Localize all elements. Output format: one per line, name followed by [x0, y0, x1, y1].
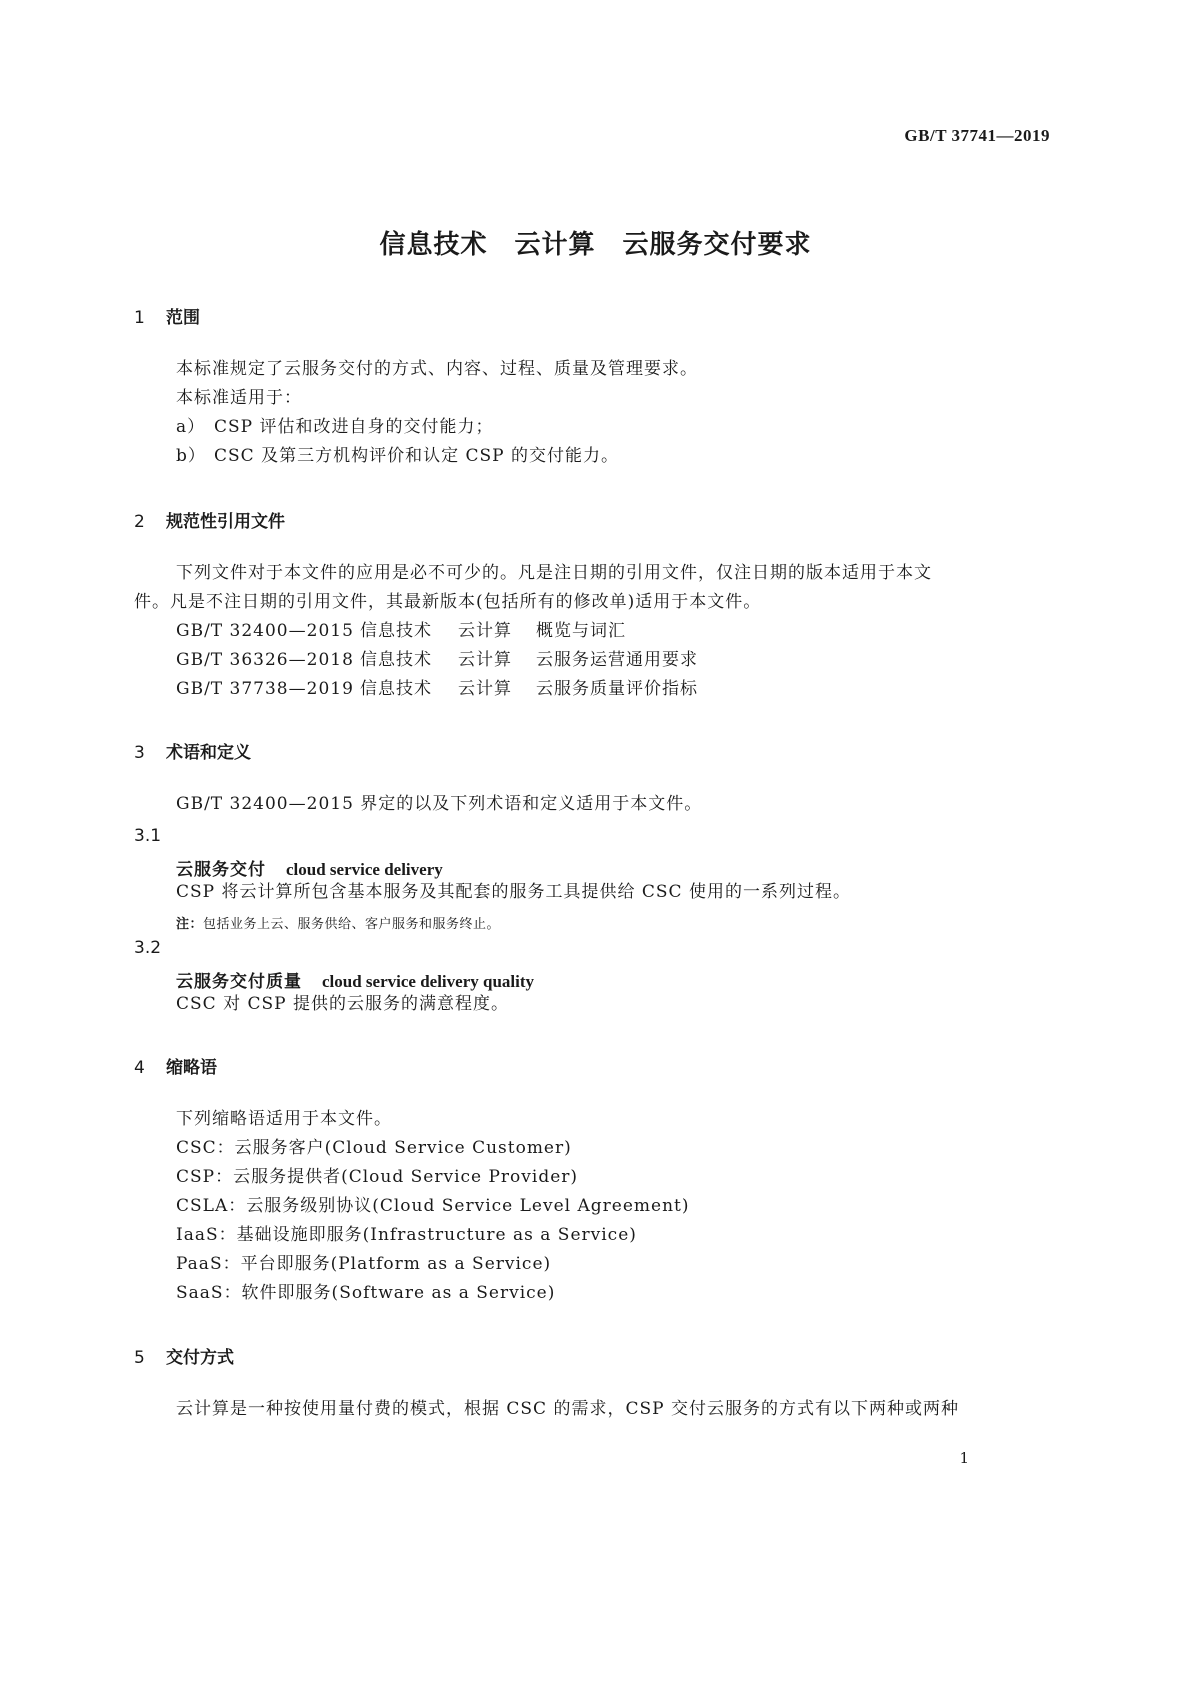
terms-intro: GB/T 32400—2015 界定的以及下列术语和定义适用于本文件。 — [176, 794, 703, 814]
list-marker: b） — [176, 446, 206, 466]
term-heading — [176, 855, 443, 880]
list-marker: a） — [176, 417, 206, 437]
section-1-heading — [134, 303, 200, 328]
reference-part: 信息技术 — [360, 679, 432, 699]
section-number: 4 — [134, 1058, 145, 1078]
abbreviation-item: CSLA：云服务级别协议(Cloud Service Level Agreement) — [176, 1196, 690, 1216]
reference-code: GB/T 32400—2015 — [176, 621, 354, 641]
section-title: 缩略语 — [166, 1058, 217, 1078]
reference-row — [176, 623, 626, 640]
reference-row — [176, 652, 698, 669]
section-title: 交付方式 — [166, 1348, 234, 1368]
term-number: 3.2 — [134, 938, 162, 958]
abbreviation-item: IaaS：基础设施即服务(Infrastructure as a Service) — [176, 1225, 637, 1245]
references-intro-line1: 下列文件对于本文件的应用是必不可少的。凡是注日期的引用文件，仅注日期的版本适用于本文 — [176, 563, 932, 583]
reference-part: 云计算 — [458, 679, 512, 699]
note-text: 包括业务上云、服务供给、客户服务和服务终止。 — [203, 917, 501, 932]
term-chinese: 云服务交付 — [176, 860, 266, 880]
list-item — [176, 419, 494, 436]
term-chinese: 云服务交付质量 — [176, 972, 302, 992]
section-title: 规范性引用文件 — [166, 512, 285, 532]
section-title: 术语和定义 — [166, 743, 251, 763]
term-note — [176, 913, 500, 932]
abbreviations-intro: 下列缩略语适用于本文件。 — [176, 1109, 392, 1129]
document-title: 信息技术 云计算 云服务交付要求 — [379, 230, 812, 260]
delivery-paragraph: 云计算是一种按使用量付费的模式，根据 CSC 的需求，CSP 交付云服务的方式有以下两种或两种 — [176, 1399, 959, 1419]
list-item — [176, 448, 619, 465]
section-2-heading — [134, 507, 285, 532]
section-3-heading — [134, 738, 251, 763]
list-text: CSC 及第三方机构评价和认定 CSP 的交付能力。 — [214, 446, 619, 466]
reference-part: 信息技术 — [360, 621, 432, 641]
term-english: cloud service delivery quality — [322, 972, 535, 991]
list-text: CSP 评估和改进自身的交付能力； — [214, 417, 494, 437]
scope-applicability: 本标准适用于： — [176, 388, 302, 408]
reference-row — [176, 681, 698, 698]
section-4-heading — [134, 1053, 217, 1078]
term-heading — [176, 967, 534, 992]
reference-part: 概览与词汇 — [536, 621, 626, 641]
standard-code: GB/T 37741—2019 — [904, 126, 1050, 145]
section-number: 3 — [134, 743, 145, 763]
section-number: 5 — [134, 1348, 145, 1368]
references-intro-line2: 件。凡是不注日期的引用文件，其最新版本(包括所有的修改单)适用于本文件。 — [134, 592, 762, 612]
section-5-heading — [134, 1343, 234, 1368]
abbreviation-item: SaaS：软件即服务(Software as a Service) — [176, 1283, 556, 1303]
section-number: 1 — [134, 308, 145, 328]
reference-code: GB/T 37738—2019 — [176, 679, 354, 699]
reference-part: 云计算 — [458, 650, 512, 670]
term-definition: CSC 对 CSP 提供的云服务的满意程度。 — [176, 994, 509, 1014]
page-number: 1 — [959, 1449, 969, 1467]
scope-paragraph: 本标准规定了云服务交付的方式、内容、过程、质量及管理要求。 — [176, 359, 698, 379]
abbreviation-item: PaaS：平台即服务(Platform as a Service) — [176, 1254, 552, 1274]
note-label: 注： — [176, 917, 204, 932]
reference-part: 云计算 — [458, 621, 512, 641]
abbreviation-item: CSC：云服务客户(Cloud Service Customer) — [176, 1138, 572, 1158]
reference-part: 云服务运营通用要求 — [536, 650, 698, 670]
abbreviation-item: CSP：云服务提供者(Cloud Service Provider) — [176, 1167, 579, 1187]
reference-part: 云服务质量评价指标 — [536, 679, 698, 699]
term-number: 3.1 — [134, 826, 162, 846]
term-english: cloud service delivery — [286, 860, 443, 879]
reference-code: GB/T 36326—2018 — [176, 650, 354, 670]
reference-part: 信息技术 — [360, 650, 432, 670]
section-number: 2 — [134, 512, 145, 532]
term-definition: CSP 将云计算所包含基本服务及其配套的服务工具提供给 CSC 使用的一系列过程。 — [176, 882, 851, 902]
section-title: 范围 — [166, 308, 200, 328]
